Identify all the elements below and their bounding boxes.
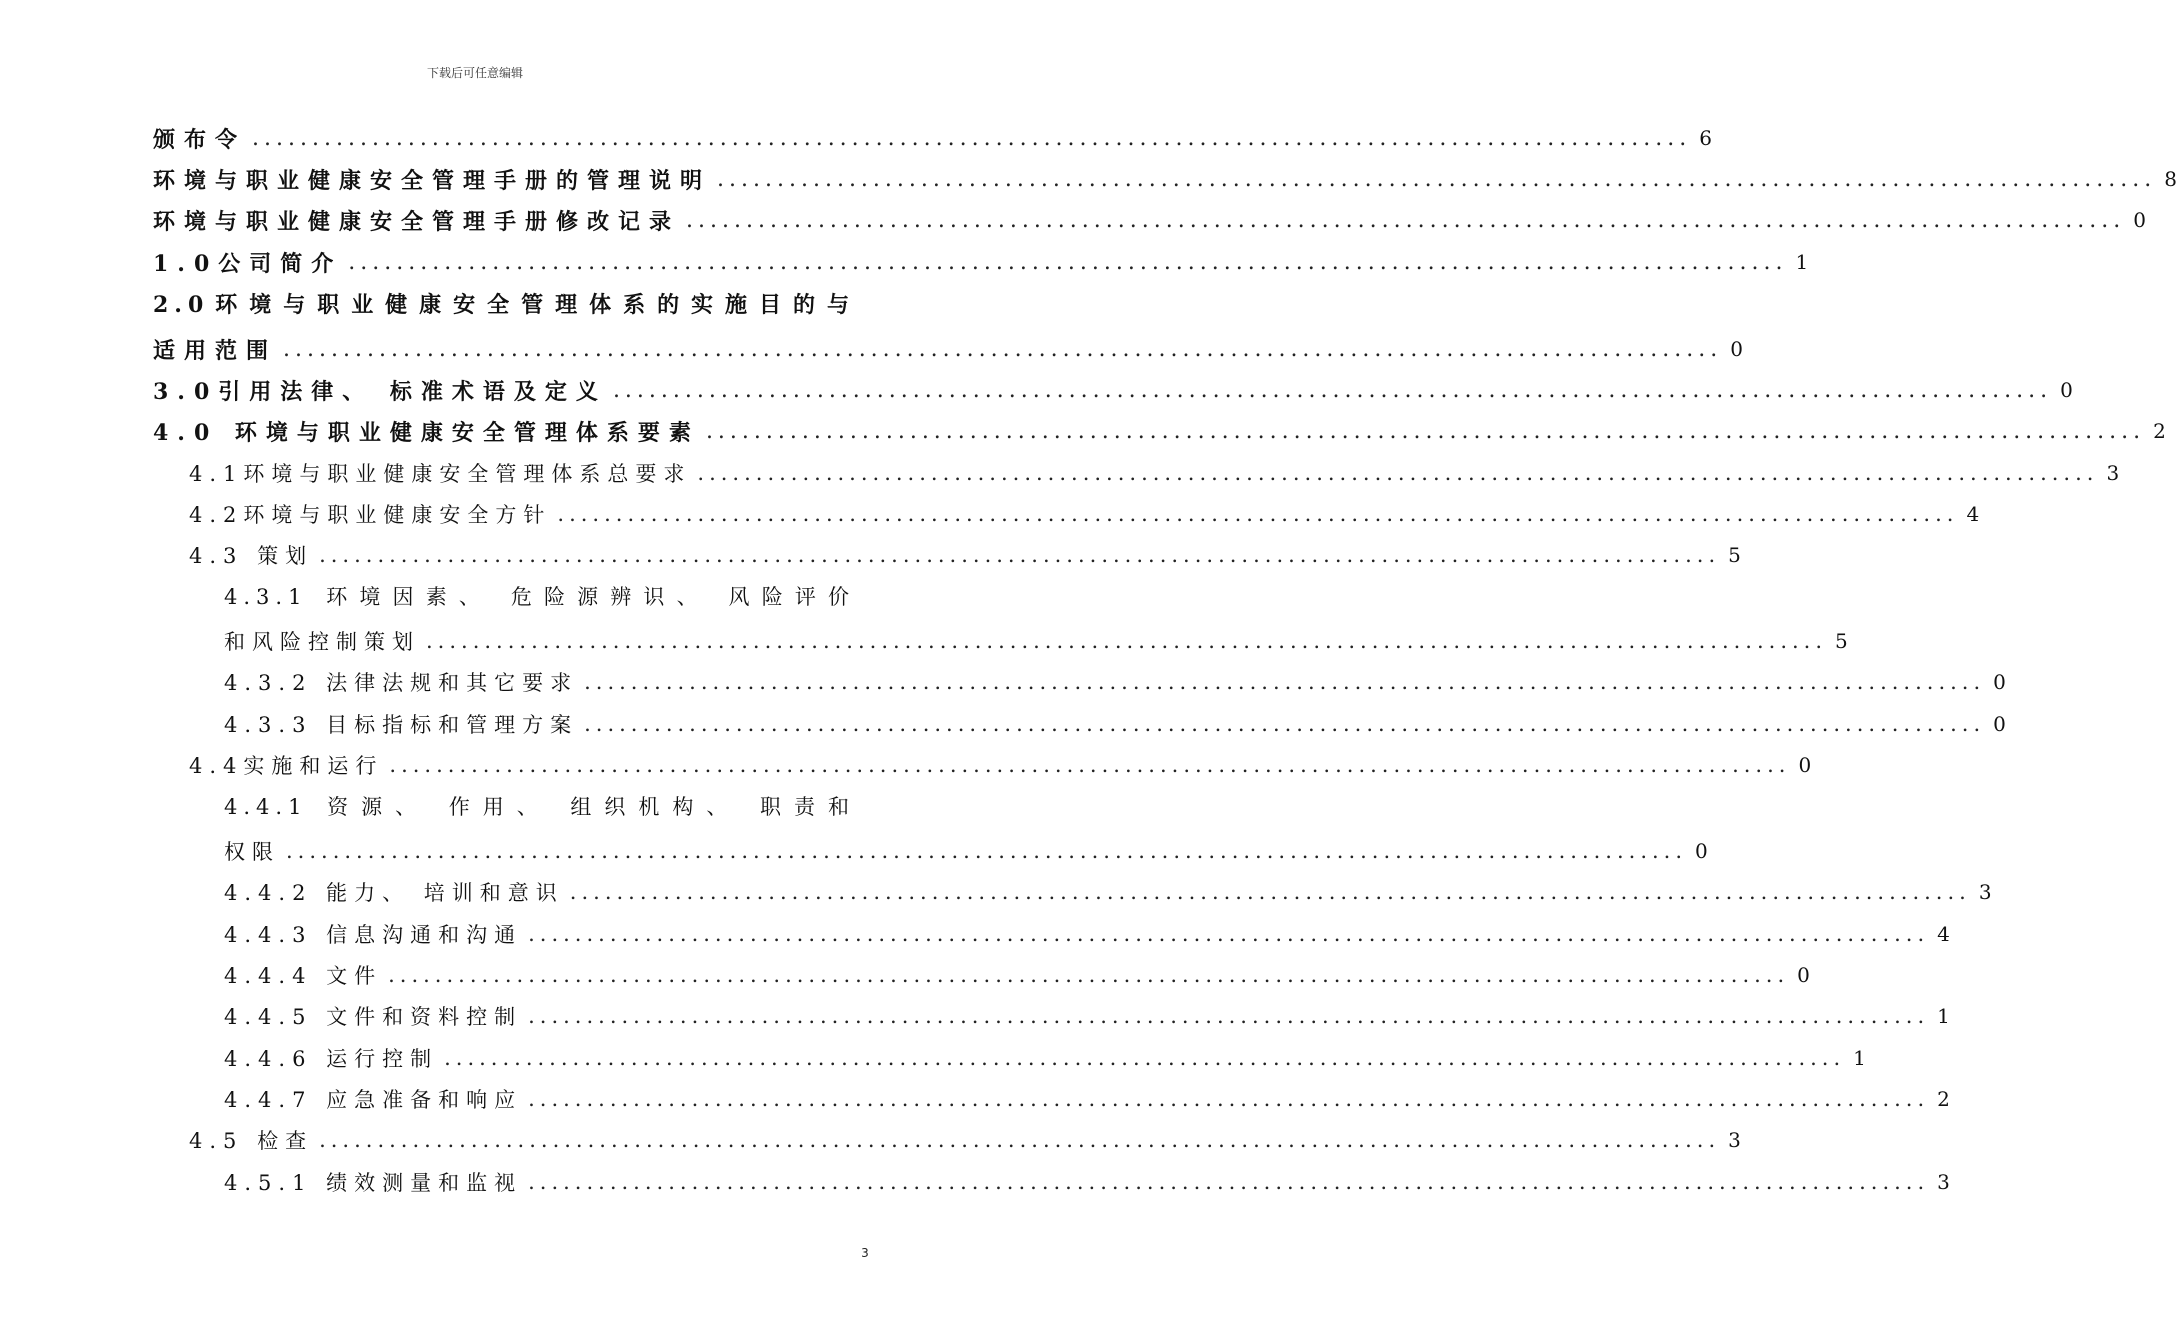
toc-entry-page: 5 [1728,543,1741,567]
toc-leader-dots: ........................................................................................................................ [557,502,1959,526]
toc-entry-page: 0 [2133,208,2146,232]
toc-entry[interactable] [153,119,1712,157]
toc-entry-page: 3 [1937,1170,1950,1194]
toc-entry-title: 4.4.1 资源、 作用、 组织机构、 职责和 [224,795,855,819]
toc-leader-dots: ........................................................................................................................ [697,461,2099,485]
toc-entry[interactable] [189,746,1812,784]
toc-entry-page: 0 [1993,712,2006,736]
toc-entry-page: 1 [1795,250,1809,274]
toc-entry-title: 环境与职业健康安全管理手册的管理说明 [153,167,712,194]
toc-entry-page: 1 [1853,1046,1866,1070]
toc-entry[interactable] [153,160,2177,198]
toc-entry-title: 4.3.2 法律法规和其它要求 [224,671,579,695]
toc-entry[interactable] [224,1039,1866,1077]
toc-entry-title: 4.4实施和运行 [189,754,384,778]
toc-entry-title: 3.0引用法律、 标准术语及定义 [153,378,607,405]
toc-entry-page: 8 [2164,167,2177,191]
toc-entry-title: 4.1环境与职业健康安全管理体系总要求 [189,462,692,486]
page-header: 下载后可任意编辑 [426,66,523,80]
toc-leader-dots: ........................................................................................................................ [705,418,2146,444]
toc-entry-page: 6 [1699,126,1712,150]
toc-leader-dots: ........................................................................................................................ [717,166,2157,192]
toc-entry-title: 4.3 策划 [189,544,314,568]
toc-leader-dots: ........................................................................................................................ [528,1170,1930,1194]
toc-entry-title: 4.4.7 应急准备和响应 [224,1088,523,1112]
toc-leader-dots: ........................................................................................................................ [528,1087,1930,1111]
toc-entry[interactable] [153,284,855,322]
toc-entry-page: 0 [2060,378,2073,402]
toc-entry[interactable] [189,495,1980,533]
toc-entry[interactable] [224,577,855,615]
toc-leader-dots: ........................................................................................................................ [319,1128,1721,1152]
toc-leader-dots: ........................................................................................................................ [584,712,1986,736]
toc-entry[interactable] [189,454,2120,492]
toc-leader-dots: ........................................................................................................................ [584,670,1986,694]
toc-entry[interactable] [224,956,1810,994]
toc-leader-dots: ........................................................................................................................ [569,880,1971,904]
toc-entry[interactable] [224,915,1950,953]
toc-entry-title: 4.5 检查 [189,1129,314,1153]
toc-entry-page: 0 [1993,670,2006,694]
toc-leader-dots: ........................................................................................................................ [388,963,1790,987]
toc-entry-title: 4.4.6 运行控制 [224,1047,439,1071]
toc-leader-dots: ........................................................................................................................ [319,543,1721,567]
toc-entry-title: 1.0公司简介 [153,250,343,277]
toc-entry[interactable] [224,832,1708,870]
toc-entry[interactable] [153,371,2073,409]
toc-entry[interactable] [224,663,2006,701]
toc-entry-title: 4.4.2 能力、 培训和意识 [224,881,564,905]
toc-entry-page: 3 [2106,461,2120,485]
toc-entry-page: 3 [1728,1128,1741,1152]
toc-leader-dots: ........................................................................................................................ [528,1004,1930,1028]
toc-entry[interactable] [224,622,1848,660]
toc-leader-dots: ........................................................................................................................ [286,839,1688,863]
toc-entry-title: 颁布令 [153,126,247,153]
toc-entry[interactable] [224,873,1992,911]
toc-entry-title: 权限 [224,840,280,864]
toc-entry-page: 0 [1798,753,1812,777]
toc-entry-page: 0 [1730,337,1743,361]
toc-leader-dots: ........................................................................................................................ [252,125,1692,151]
toc-entry[interactable] [153,330,1743,368]
toc-leader-dots: ........................................................................................................................ [612,377,2053,403]
toc-entry[interactable] [189,536,1741,574]
toc-entry[interactable] [224,1080,1950,1118]
toc-entry-page: 1 [1937,1004,1950,1028]
toc-entry-title: 和风险控制策划 [224,630,420,654]
toc-entry[interactable] [224,997,1950,1035]
toc-entry[interactable] [224,1163,1950,1201]
toc-leader-dots: ........................................................................................................................ [283,336,1723,362]
page-number: 3 [861,1246,869,1260]
toc-entry[interactable] [153,243,1809,281]
toc-leader-dots: ........................................................................................................................ [426,629,1828,653]
toc-entry-title: 4.4.4 文件 [224,964,383,988]
toc-leader-dots: ........................................................................................................................ [528,922,1930,946]
toc-leader-dots: ........................................................................................................................ [686,207,2126,233]
toc-entry[interactable] [153,201,2146,239]
toc-entry[interactable] [224,705,2006,743]
toc-leader-dots: ........................................................................................................................ [444,1046,1846,1070]
toc-entry-title: 4.4.5 文件和资料控制 [224,1005,523,1029]
toc-leader-dots: ........................................................................................................................ [348,249,1788,275]
toc-entry-page: 2 [2153,419,2166,443]
toc-entry-page: 0 [1797,963,1810,987]
toc-entry-title: 2.0环境与职业健康安全管理体系的实施目的与 [153,291,855,318]
toc-entry[interactable] [153,412,2166,450]
toc-entry-page: 5 [1835,629,1848,653]
toc-entry-title: 4.2环境与职业健康安全方针 [189,503,552,527]
toc-entry-title: 4.0 环境与职业健康安全管理体系要素 [153,419,700,446]
toc-entry-title: 适用范围 [153,337,278,364]
toc-entry[interactable] [224,787,855,825]
toc-entry-page: 4 [1966,502,1980,526]
toc-entry[interactable] [189,1121,1741,1159]
toc-entry-page: 2 [1937,1087,1950,1111]
toc-entry-page: 0 [1695,839,1708,863]
toc-entry-title: 4.4.3 信息沟通和沟通 [224,923,523,947]
toc-entry-title: 4.3.1 环境因素、 危险源辨识、 风险评价 [224,585,855,609]
toc-entry-title: 环境与职业健康安全管理手册修改记录 [153,208,681,235]
toc-leader-dots: ........................................................................................................................ [389,753,1791,777]
toc-entry-title: 4.3.3 目标指标和管理方案 [224,713,579,737]
toc-entry-page: 4 [1937,922,1950,946]
toc-entry-title: 4.5.1 绩效测量和监视 [224,1171,523,1195]
toc-entry-page: 3 [1978,880,1992,904]
